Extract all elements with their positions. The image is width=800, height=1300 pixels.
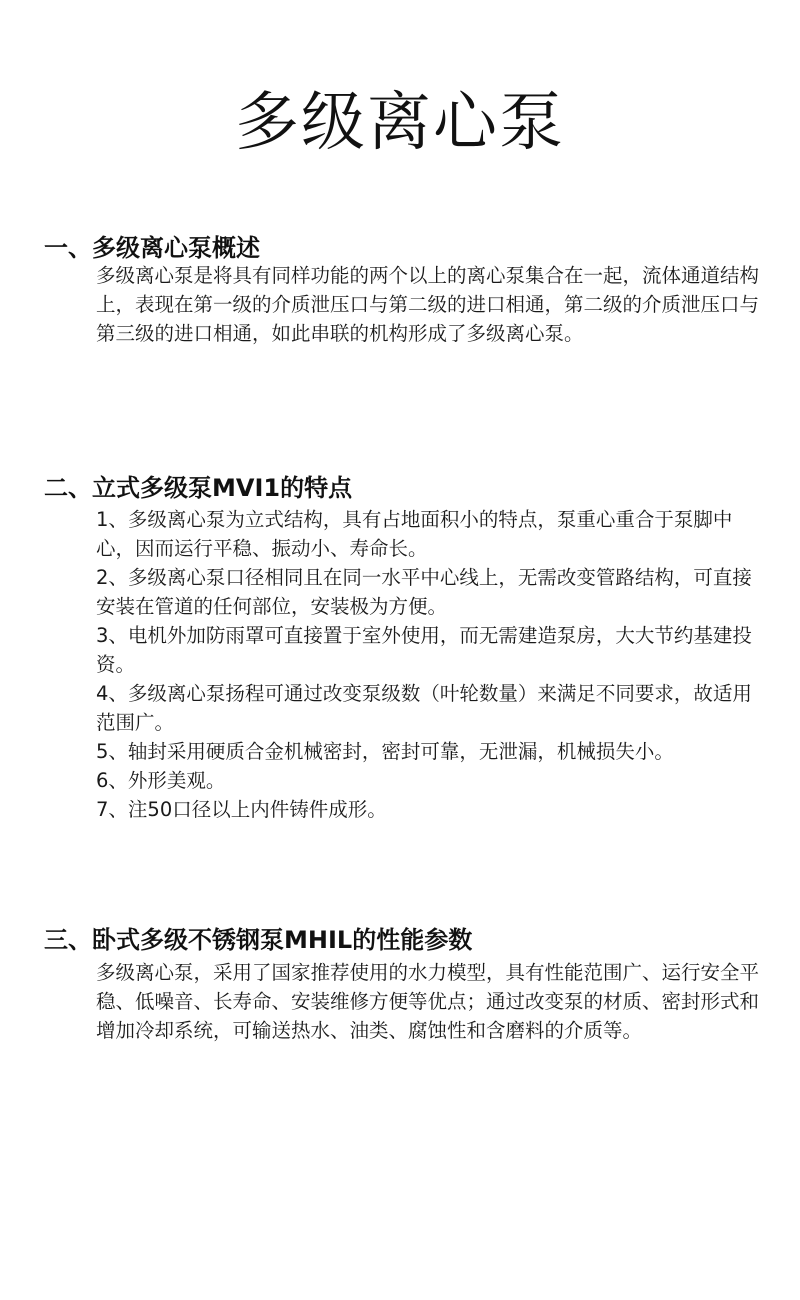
section-heading-overview: 一、多级离心泵概述 [44,233,260,262]
section-body-features [96,505,762,824]
list-item: 1、多级离心泵为立式结构，具有占地面积小的特点，泵重心重合于泵脚中心，因而运行平稳、振动小、寿命长。 [96,508,733,560]
paragraph: 多级离心泵，采用了国家推荐使用的水力模型，具有性能范围广、运行安全平稳、低噪音、长寿命、安装维修方便等优点；通过改变泵的材质、密封形式和增加冷却系统，可输送热水、油类、腐蚀性和含磨料的介质等。 [96,961,760,1042]
section-heading-features: 二、立式多级泵MVI1的特点 [44,473,353,502]
list-item: 5、轴封采用硬质合金机械密封，密封可靠，无泄漏，机械损失小。 [96,740,674,763]
section-body-overview [96,261,762,348]
section-heading-performance: 三、卧式多级不锈钢泵MHIL的性能参数 [44,925,473,954]
page-title: 多级离心泵 [235,85,565,160]
list-item: 7、注50口径以上内件铸件成形。 [96,798,387,821]
list-item: 3、电机外加防雨罩可直接置于室外使用，而无需建造泵房，大大节约基建投资。 [96,624,752,676]
list-item: 6、外形美观。 [96,769,226,792]
paragraph: 多级离心泵是将具有同样功能的两个以上的离心泵集合在一起，流体通道结构上，表现在第一级的介质泄压口与第二级的进口相通，第二级的介质泄压口与第三级的进口相通，如此串联的机构形成了多级离心泵。 [96,264,760,345]
list-item: 4、多级离心泵扬程可通过改变泵级数（叶轮数量）来满足不同要求，故适用范围广。 [96,682,752,734]
list-item: 2、多级离心泵口径相同且在同一水平中心线上，无需改变管路结构，可直接安装在管道的任何部位，安装极为方便。 [96,566,752,618]
section-body-performance [96,958,762,1045]
